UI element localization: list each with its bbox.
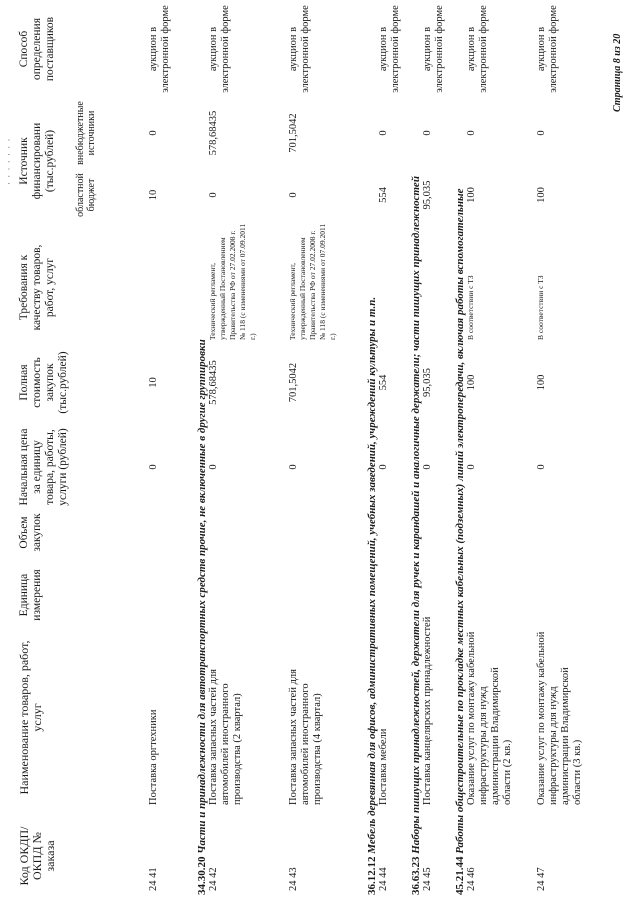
row-regional: 100 (536, 187, 547, 203)
row-requirements: В соответствии с ТЗ (536, 275, 545, 340)
header-name: Наименование товаров, работ, услуг (17, 640, 44, 795)
row-name: Оказание услуг по монтажу кабельной инфраструктуры для нужд администрации Владимирской области (3 кв.) (536, 631, 583, 805)
row-start-price: 0 (378, 464, 389, 470)
row-code: 24 44 (378, 867, 389, 891)
row-full-cost: 701,5042 (288, 362, 299, 403)
row-code: 24 47 (536, 867, 547, 891)
row-extra: 701,5042 (288, 113, 299, 153)
row-code: 24 45 (422, 867, 433, 891)
row-regional: 95,035 (422, 180, 433, 210)
header-funding-regional: областной бюджет (75, 173, 97, 217)
row-full-cost: 578,68435 (208, 360, 219, 405)
row-method: аукцион в электронной форме (466, 5, 489, 93)
header-funding: Источник финансировани (тыс.рублей) (18, 122, 56, 200)
row-extra: 0 (378, 130, 389, 136)
row-code: 24 41 (148, 867, 159, 891)
row-regional: 0 (208, 192, 219, 198)
row-method: аукцион в электронной форме (378, 5, 401, 93)
page-number: Страница 8 из 20 (612, 33, 623, 112)
row-method: аукцион в электронной форме (422, 5, 445, 93)
section-heading (366, 297, 378, 895)
row-code: 24 43 (288, 867, 299, 891)
row-full-cost: 554 (378, 374, 389, 391)
row-regional: 0 (288, 192, 299, 198)
row-start-price: 0 (148, 464, 159, 470)
row-full-cost: 100 (466, 374, 477, 391)
section-code: 45.21.44 (454, 856, 466, 895)
section-code: 36.63.23 (410, 856, 422, 895)
row-start-price: 0 (536, 464, 547, 470)
row-extra: 578,68435 (208, 110, 219, 156)
row-requirements: В соответствии с ТЗ (466, 275, 475, 340)
header-method: Способ определения поставщиков (18, 16, 56, 82)
row-extra: 0 (466, 130, 477, 136)
header-code: Код ОКДП/ ОКПД № заказа (17, 826, 57, 886)
row-name: Поставка мебели (378, 728, 389, 805)
section-heading (410, 176, 422, 895)
header-start-price: Начальная цена за единицу товара, работы, услуги (рублей) (18, 428, 69, 506)
row-extra: 0 (148, 130, 159, 136)
row-start-price: 0 (288, 464, 299, 470)
section-title: Мебель деревянная для офисов, административных помещений, учебных заведений, учреждений культуры и т.п. (366, 296, 378, 854)
row-requirements: Технический регламент, утвержденный Постановлением Правительства РФ от 27.02.2008 г. № 118 (с изменениями от 07.09.2011 г.) (288, 223, 337, 340)
header-requirements: Требования к качеству товаров, работ, услуг (18, 244, 56, 331)
section-code: 36.12.12 (366, 856, 378, 895)
row-name: Поставка запасных частей для автомобилей иностранного производства (2 квартал) (208, 669, 243, 805)
section-heading (196, 339, 208, 895)
section-title: Наборы пишущих принадлежностей, держатели для ручек и карандашей и аналогичные держатели; части пишущих принадлежностей (410, 176, 422, 854)
row-code: 24 42 (208, 867, 219, 891)
row-method: аукцион в электронной форме (208, 5, 231, 93)
row-full-cost: 10 (148, 377, 159, 388)
header-full-cost: Полная стоимость закупок (тыс.рублей) (18, 351, 69, 414)
row-extra: 0 (422, 130, 433, 136)
row-regional: 10 (148, 189, 159, 201)
row-full-cost: 95,035 (422, 368, 433, 397)
header-funding-extra: внебюджетные источники (75, 101, 97, 165)
row-code: 24 46 (466, 867, 477, 891)
row-full-cost: 100 (536, 374, 547, 391)
row-name: Оказание услуг по монтажу кабельной инфраструктуры для нужд администрации Владимирской области (2 кв.) (466, 631, 513, 805)
row-name: Поставка канцелярских принадлежностей (422, 616, 433, 805)
row-name: Поставка запасных частей для автомобилей иностранного производства (4 квартал) (288, 669, 323, 805)
row-method: аукцион в электронной форме (148, 5, 171, 93)
row-method: аукцион в электронной форме (536, 5, 559, 93)
header-volume: Объем закупок (18, 513, 43, 552)
row-regional: 554 (378, 187, 389, 203)
section-heading (454, 189, 466, 896)
header-unit: Единица измерения (18, 569, 43, 621)
row-start-price: 0 (422, 464, 433, 470)
top-fragment: · · · · · · · (4, 137, 14, 185)
row-method: аукцион в электронной форме (288, 5, 311, 93)
row-regional: 100 (466, 187, 477, 203)
row-start-price: 0 (208, 464, 219, 470)
section-title: Работы общестроительные по прокладке местных кабельных (подземных) линий электропередачи, включая работы вспомогательные (454, 188, 466, 854)
row-extra: 0 (536, 130, 547, 136)
row-name: Поставка оргтехники (148, 709, 159, 805)
row-start-price: 0 (466, 464, 477, 470)
section-code: 34.30.20 (196, 856, 208, 895)
section-title: Части и принадлежности для автотранспортных средств прочие, не включенные в другие группировки (196, 339, 208, 854)
row-requirements: Технический регламент, утвержденный Постановлением Правительства РФ от 27.02.2008 г. № 118 (с изменениями от 07.09.2011 г.) (208, 223, 257, 340)
